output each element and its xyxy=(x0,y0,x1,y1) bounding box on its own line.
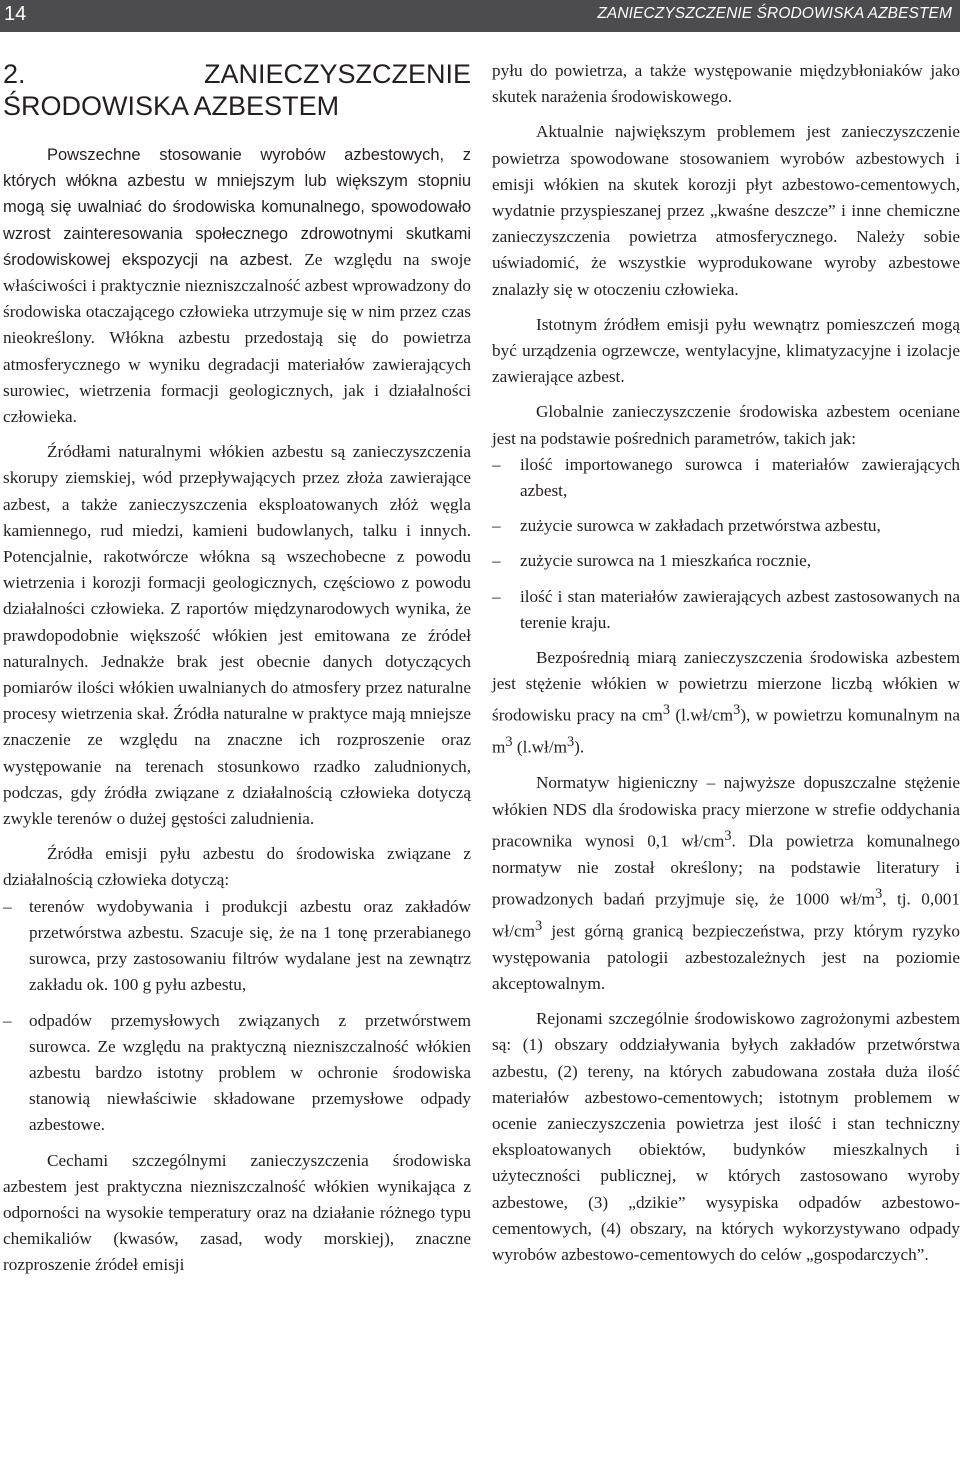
measure-text-c: ), w powietrzu komunalnym na m xyxy=(492,706,960,758)
list-item: – ilość importowanego surowca i materiałów zawierających azbest, xyxy=(492,452,960,504)
superscript: 3 xyxy=(534,917,543,934)
paragraph-main-problem: Aktualnie największym problemem jest zanieczyszczenie powietrza spowodowane stosowaniem wyrobów azbestowych i emisji włókien na skutek korozji płyt azbestowo-cementowych, wydatnie przyspieszanej przez „kwaśne deszcze” i inne chemiczne zanieczyszczenia powietrza atmosferycznego. Należy sobie uświadomić, że wszystkie wyprodukowane wyroby azbestowe znalazły się w otoczeniu człowieka. xyxy=(492,122,960,299)
superscript: 3 xyxy=(733,702,741,719)
section-title: 2. ZANIECZYSZCZENIE ŚRODOWISKA AZBESTEM xyxy=(3,59,471,121)
list-item: – zużycie surowca w zakładach przetwórstwa azbestu, xyxy=(492,513,960,539)
norm-text-b: . Dla powietrza komunalnego normatyw nie został określony; na podstawie literatury i prowadzonych badań przyjmuje się, że 1000 wł/m xyxy=(492,831,960,909)
norm-text-a: Normatyw higieniczny – najwyższe dopuszczalne stężenie włókien NDS dla środowiska pracy mierzone w strefie oddychania pracownika wynosi 0,1 wł/cm xyxy=(492,773,960,851)
superscript: 3 xyxy=(505,734,513,751)
paragraph-global-assessment: Globalnie zanieczyszczenie środowiska azbestem oceniane jest na podstawie pośrednich parametrów, takich jak: xyxy=(492,402,960,448)
measure-text-b: (l.wł/cm xyxy=(670,706,734,726)
superscript: 3 xyxy=(566,734,575,751)
intro-sans-text: Powszechne stosowanie wyrobów azbestowych, z których włókna azbestu w mniejszym lub większym stopniu mogą się uwalniać do środowiska komunalnego, spowodowało wzrost zainteresowania społecznego zdrowotnymi skutkami środowiskowej ekspozycji na azbest. xyxy=(3,146,471,269)
list-item: – ilość i stan materiałów zawierających azbest zastosowanych na terenie kraju. xyxy=(492,584,960,636)
measure-text-e: ). xyxy=(574,738,585,758)
measure-text-a: Bezpośrednią miarą zanieczyszczenia środowiska azbestem jest stężenie włókien w powietrzu mierzone liczbą włókien w środowisku pracy na cm xyxy=(492,648,960,726)
superscript: 3 xyxy=(724,827,732,844)
paragraph-indoor-sources: Istotnym źródłem emisji pyłu wewnątrz pomieszczeń mogą być urządzenia ogrzewcze, wentylacyjne, klimatyzacyjne i izolacje zawierające azbest. xyxy=(492,314,960,387)
list-item: – terenów wydobywania i produkcji azbestu oraz zakładów przetwórstwa azbestu. Szacuje się, że na 1 tonę przerabianego surowca, przy zastosowaniu filtrów wydalane jest na zewnątrz zakładu ok. 100 g pyłu azbestu, xyxy=(3,894,471,999)
list-item: – odpadów przemysłowych związanych z przetwórstwem surowca. Ze względu na praktyczną niezniszczalność włókien azbestu bardzo istotny problem w ochronie środowiska stanowią niewłaściwie składowane przemysłowe odpady azbestowe. xyxy=(3,1008,471,1139)
paragraph-direct-measure xyxy=(492,645,960,761)
running-title: ZANIECZYSZCZENIE ŚRODOWISKA AZBESTEM xyxy=(597,5,952,22)
left-column xyxy=(3,58,471,1288)
paragraph-natural-sources: Źródłami naturalnymi włókien azbestu są zanieczyszczenia skorupy ziemskiej, wód przepływających przez złoża zawierające azbest, a także zanieczyszczenia eksploatowanych złóż węgla kamiennego, rud miedzi, kamieni budowlanych, talku i innych. Potencjalnie, rakotwórcze włókna są wszechobecne z powodu wietrzenia i korozji formacji geologicznych, częściowo z powodu działalności człowieka. Z raportów międzynarodowych wynika, że prawdopodobnie większość włókien jest emitowana ze źródeł naturalnych. Jednakże brak jest obecnie danych dotyczących pomiarów ilości włókien uwalnianych do atmosfery przez naturalne procesy wietrzenia skał. Źródła naturalne w praktyce mają mniejsze znaczenie ze względu na znaczne ich rozproszenie oraz występowanie na terenach stosunkowo rzadko zaludnionych, podczas, gdy źródła związane z działalnością człowieka dotyczą zwykle terenów o dużej gęstości zaludnienia. xyxy=(3,442,471,829)
paragraph-hygienic-norm xyxy=(492,770,960,997)
paragraph-continuation: pyłu do powietrza, a także występowanie międzybłoniaków jako skutek narażenia środowiskowego. xyxy=(492,61,960,107)
norm-text-d: jest górną granicą bezpieczeństwa, przy którym ryzyko występowania patologii azbestozależnych jest na poziomie akceptowalnym. xyxy=(492,921,960,993)
page-number: 14 xyxy=(4,3,27,25)
page-header xyxy=(0,0,960,32)
emission-sources-list xyxy=(3,894,471,1139)
intro-text: Ze względu na swoje właściwości i praktycznie niezniszczalność azbest wprowadzony do środowiska otaczającego człowieka utrzymuje się w nim przez czas nieokreślony. xyxy=(3,249,471,348)
paragraph-emission-sources: Źródła emisji pyłu azbestu do środowiska związane z działalnością człowieka dotyczą: xyxy=(3,844,471,890)
paragraph-threatened-areas: Rejonami szczególnie środowiskowo zagrożonymi azbestem są: (1) obszary oddziaływania byłych zakładów przetwórstwa azbestu, (2) tereny, na których zabudowana została duża ilość materiałów azbestowo-cementowych; istotnym problemem w ocenie zanieczyszczenia powietrza jest ilość i stan techniczny eksploatowanych obiektów, budynków mieszkalnych i użyteczności publicznej, w których zastosowano wyroby azbestowe, (3) „dzikie” wysypiska odpadów azbestowo-cementowych, (4) obszary, na których wykorzystywano odpady wyrobów azbestowo-cementowych do celów „gospodarczych”. xyxy=(492,1009,960,1264)
paragraph-characteristics: Cechami szczególnymi zanieczyszczenia środowiska azbestem jest praktyczna niezniszczalność włókien wynikająca z odporności na wysokie temperatury oraz na działanie różnego typu chemikaliów (kwasów, zasad, wody morskiej), znaczne rozproszenie źródeł emisji xyxy=(3,1150,471,1275)
superscript: 3 xyxy=(662,702,670,719)
intro-text-2: Włókna azbestu przedostają się do powietrza atmosferycznego w wyniku degradacji materiałów zawierających surowiec, wietrzenia formacji geologicznych, jak i działalności człowieka. xyxy=(3,328,471,427)
superscript: 3 xyxy=(875,885,883,902)
list-item: – zużycie surowca na 1 mieszkańca rocznie, xyxy=(492,548,960,574)
measure-text-d: (l.wł/m xyxy=(512,738,567,758)
right-column xyxy=(492,58,960,1277)
parameters-list xyxy=(492,452,960,636)
paragraph-intro xyxy=(3,142,471,430)
norm-text-c: , tj. 0,001 wł/cm xyxy=(492,889,960,941)
